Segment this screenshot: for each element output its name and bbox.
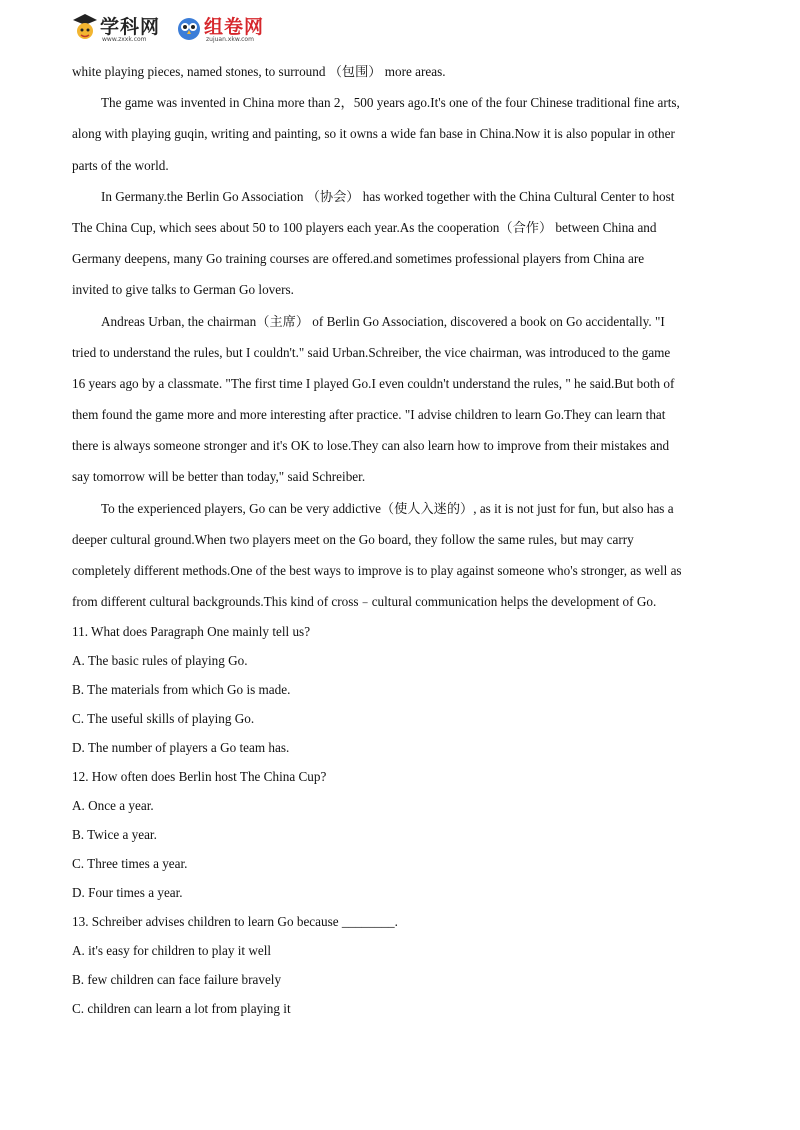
passage-line: along with playing guqin, writing and painting, so it owns a wide fan base in China.Now it is also popular in other xyxy=(72,126,675,142)
option-12a: A. Once a year. xyxy=(72,798,154,814)
passage-line: say tomorrow will be better than today," said Schreiber. xyxy=(72,469,366,485)
option-11c: C. The useful skills of playing Go. xyxy=(72,711,255,727)
mascot-icon xyxy=(72,12,98,46)
logo2-sub: zujuan.xkw.com xyxy=(206,36,254,43)
passage-content xyxy=(72,56,732,1023)
option-12d: D. Four times a year. xyxy=(72,885,183,901)
passage-line: To the experienced players, Go can be very addictive（使人入迷的）, as it is not just for fun, but also has a xyxy=(101,500,674,516)
question-11: 11. What does Paragraph One mainly tell us? xyxy=(72,624,311,640)
passage-line: them found the game more and more interesting after practice. "I advise children to learn Go.They can learn that xyxy=(72,407,666,423)
passage-line: Germany deepens, many Go training courses are offered.and sometimes professional players from China are xyxy=(72,251,645,267)
logo1-text: 学科网 xyxy=(100,16,161,38)
zxxk-logo xyxy=(72,10,172,48)
passage-line: parts of the world. xyxy=(72,157,169,173)
owl-icon xyxy=(176,12,202,46)
passage-line: The game was invented in China more than 2，500 years ago.It's one of the four Chinese traditional fine arts, xyxy=(101,95,680,111)
option-11d: D. The number of players a Go team has. xyxy=(72,740,290,756)
passage-line: tried to understand the rules, but I couldn't." said Urban.Schreiber, the vice chairman, was introduced to the game xyxy=(72,344,671,360)
passage-line: white playing pieces, named stones, to surround （包围） more areas. xyxy=(72,64,446,79)
option-13c: C. children can learn a lot from playing it xyxy=(72,1001,291,1017)
question-12: 12. How often does Berlin host The China Cup? xyxy=(72,769,327,785)
option-12b: B. Twice a year. xyxy=(72,827,157,843)
passage-line: The China Cup, which sees about 50 to 100 players each year.As the cooperation（合作） between China and xyxy=(72,219,657,235)
passage-line: deeper cultural ground.When two players meet on the Go board, they follow the same rules, but may carry xyxy=(72,531,634,547)
logo2-text: 组卷网 xyxy=(204,16,265,38)
option-11a: A. The basic rules of playing Go. xyxy=(72,653,248,669)
header-logos xyxy=(72,10,322,50)
passage-line: from different cultural backgrounds.This kind of cross﹣cultural communication helps the development of Go. xyxy=(72,594,657,610)
zujuan-logo xyxy=(176,10,286,48)
passage-line: In Germany.the Berlin Go Association （协会） has worked together with the China Cultural Center to host xyxy=(101,188,675,204)
passage-line: invited to give talks to German Go lovers. xyxy=(72,282,294,298)
passage-line: 16 years ago by a classmate. "The first time I played Go.I even couldn't understand the rules, " he said.But both of xyxy=(72,375,675,391)
option-11b: B. The materials from which Go is made. xyxy=(72,682,291,698)
passage-line: Andreas Urban, the chairman（主席） of Berlin Go Association, discovered a book on Go accidentally. "I xyxy=(101,313,665,329)
option-12c: C. Three times a year. xyxy=(72,856,188,872)
question-13: 13. Schreiber advises children to learn Go because ________. xyxy=(72,914,398,930)
logo1-sub: www.zxxk.com xyxy=(102,36,147,43)
option-13b: B. few children can face failure bravely xyxy=(72,972,282,988)
option-13a: A. it's easy for children to play it well xyxy=(72,943,272,959)
passage-line: completely different methods.One of the best ways to improve is to play against someone who's stronger, as well as xyxy=(72,563,682,578)
passage-line: there is always someone stronger and it's OK to lose.They can also learn how to improve from their mistakes and xyxy=(72,438,670,454)
